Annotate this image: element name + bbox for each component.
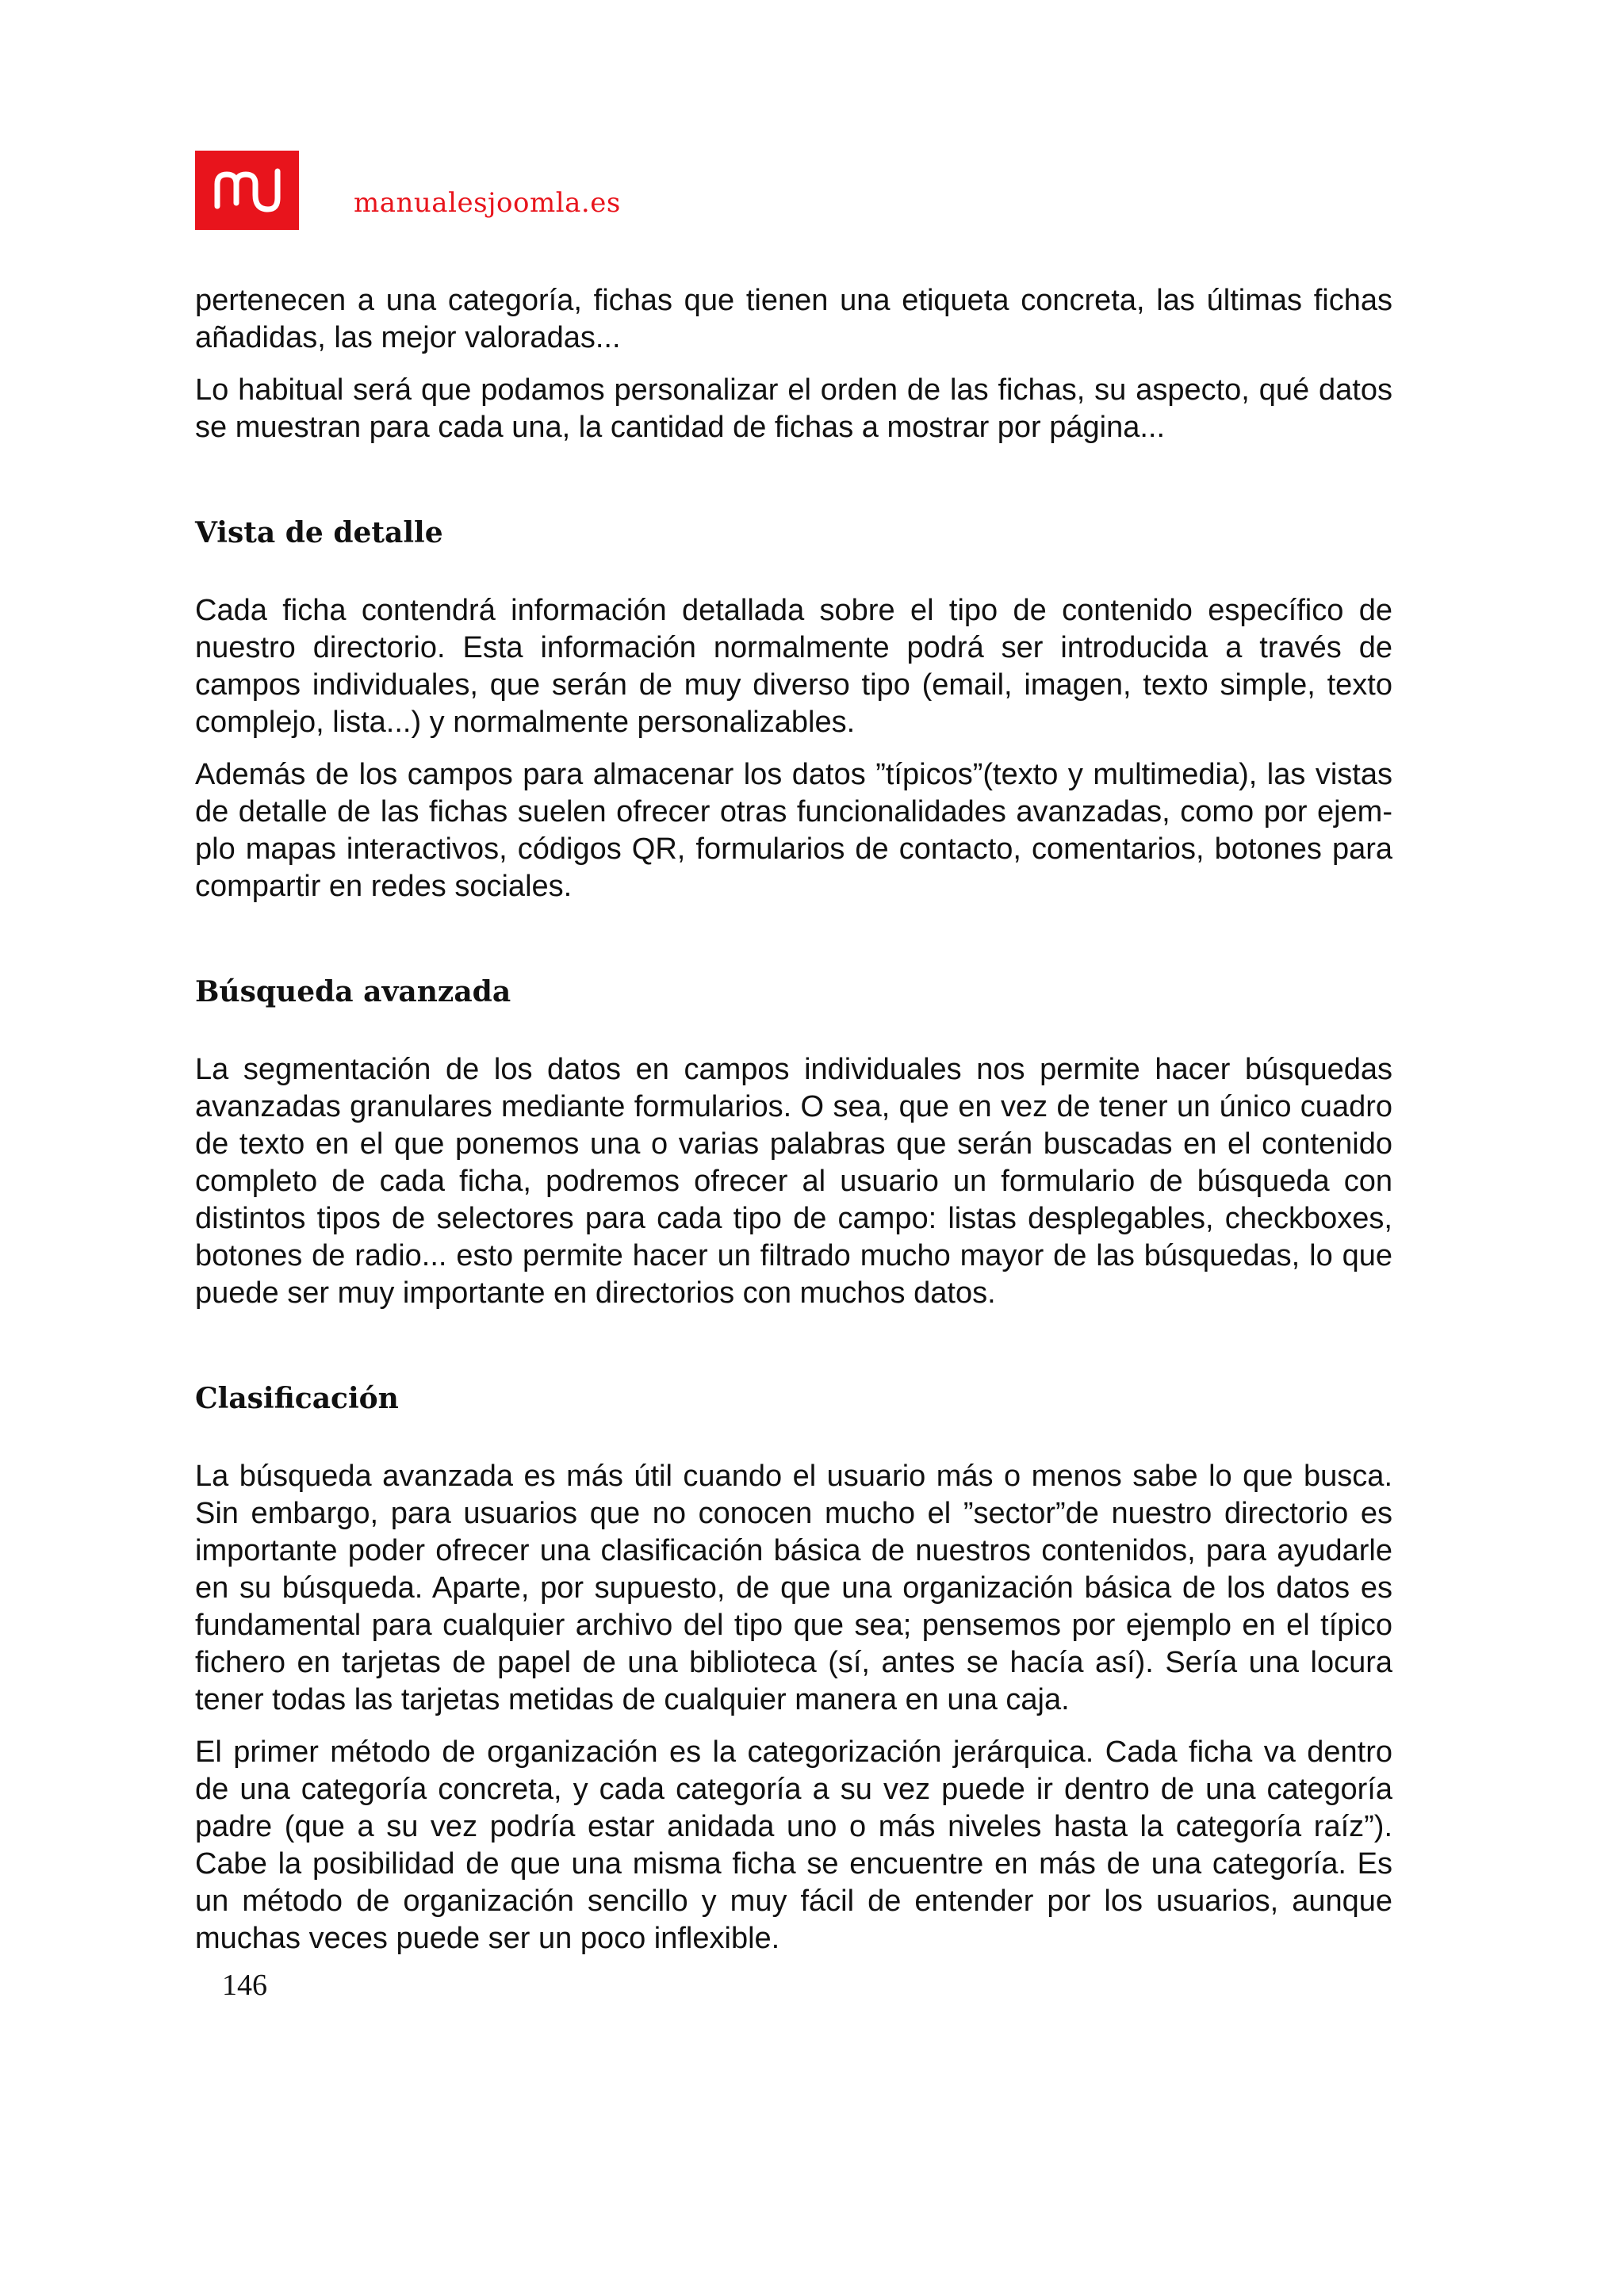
site-name: manualesjoomla.es <box>354 187 621 219</box>
body-paragraph: La búsqueda avanzada es más útil cuando el usuario más o menos sabe lo que busca. Sin embargo, para usuarios que no conocen mucho el ”sector”de nuestro directorio es importante poder ofrecer una clasificación básica de nuestros contenidos, para ayudarle en su búsqueda. Aparte, por supuesto, de que una organización básica de los datos es fundamental para cualquier archivo del tipo que sea; pensemos por ejemplo en el típico fichero en tarjetas de papel de una biblioteca (sí, antes se hacía así). Sería una locura tener todas las tarjetas metidas de cualquier manera en una caja. <box>195 1460 1392 1716</box>
section-heading: Clasificación <box>195 1382 399 1415</box>
page-body <box>195 282 1392 1973</box>
body-paragraph: El primer método de organización es la categorización jerárquica. Cada ficha va dentro de una categoría concreta, y cada categoría a su vez puede ir dentro de una categoría padre (que a su vez podría estar anidada uno o más niveles hasta la categoría raíz”). Cabe la posibilidad de que una misma ficha se encuentre en más de una categoría. Es un método de organización sencillo y muy fácil de entender por los usuarios, aunque muchas veces puede ser un poco inflexible. <box>195 1735 1392 1955</box>
body-paragraph: Cada ficha contendrá información detallada sobre el tipo de contenido específico de nuestro directorio. Esta información normalmente podrá ser introducida a través de campos individuales, que serán de muy diverso tipo (email, imagen, texto simple, texto complejo, lista...) y normalmente personalizables. <box>195 594 1392 739</box>
body-paragraph: La segmentación de los datos en campos individuales nos permite hacer búsquedas avanzadas granulares mediante formularios. O sea, que en vez de tener un único cuadro de texto en el que ponemos una o varias palabras que serán buscadas en el contenido completo de cada ficha, podremos ofrecer al usuario un formulario de búsqueda con distintos tipos de selectores para cada tipo de campo: listas desplegables, checkboxes, botones de radio... esto permite hacer un filtrado mucho mayor de las búsquedas, lo que puede ser muy importante en directorios con muchos datos. <box>195 1053 1392 1310</box>
mj-logo-icon <box>195 151 299 230</box>
page-number: 146 <box>222 1969 267 2002</box>
body-paragraph: pertenecen a una categoría, fichas que tienen una etiqueta concreta, las últimas fichas añadidas, las mejor valoradas... <box>195 284 1392 354</box>
body-paragraph: Lo habitual será que podamos personalizar el orden de las fichas, su aspecto, qué datos se muestran para cada una, la cantidad de fichas a mostrar por página... <box>195 373 1392 444</box>
body-paragraph: Además de los campos para almacenar los datos ”típicos”(texto y multimedia), las vistas de detalle de las fichas suelen ofrecer otras funcionalidades avanzadas, como por ejemplo mapas interactivos, códigos QR, formularios de contacto, comentarios, botones para compartir en redes sociales. <box>195 758 1392 903</box>
section-heading: Búsqueda avanzada <box>195 975 511 1008</box>
section-heading: Vista de detalle <box>195 516 443 549</box>
